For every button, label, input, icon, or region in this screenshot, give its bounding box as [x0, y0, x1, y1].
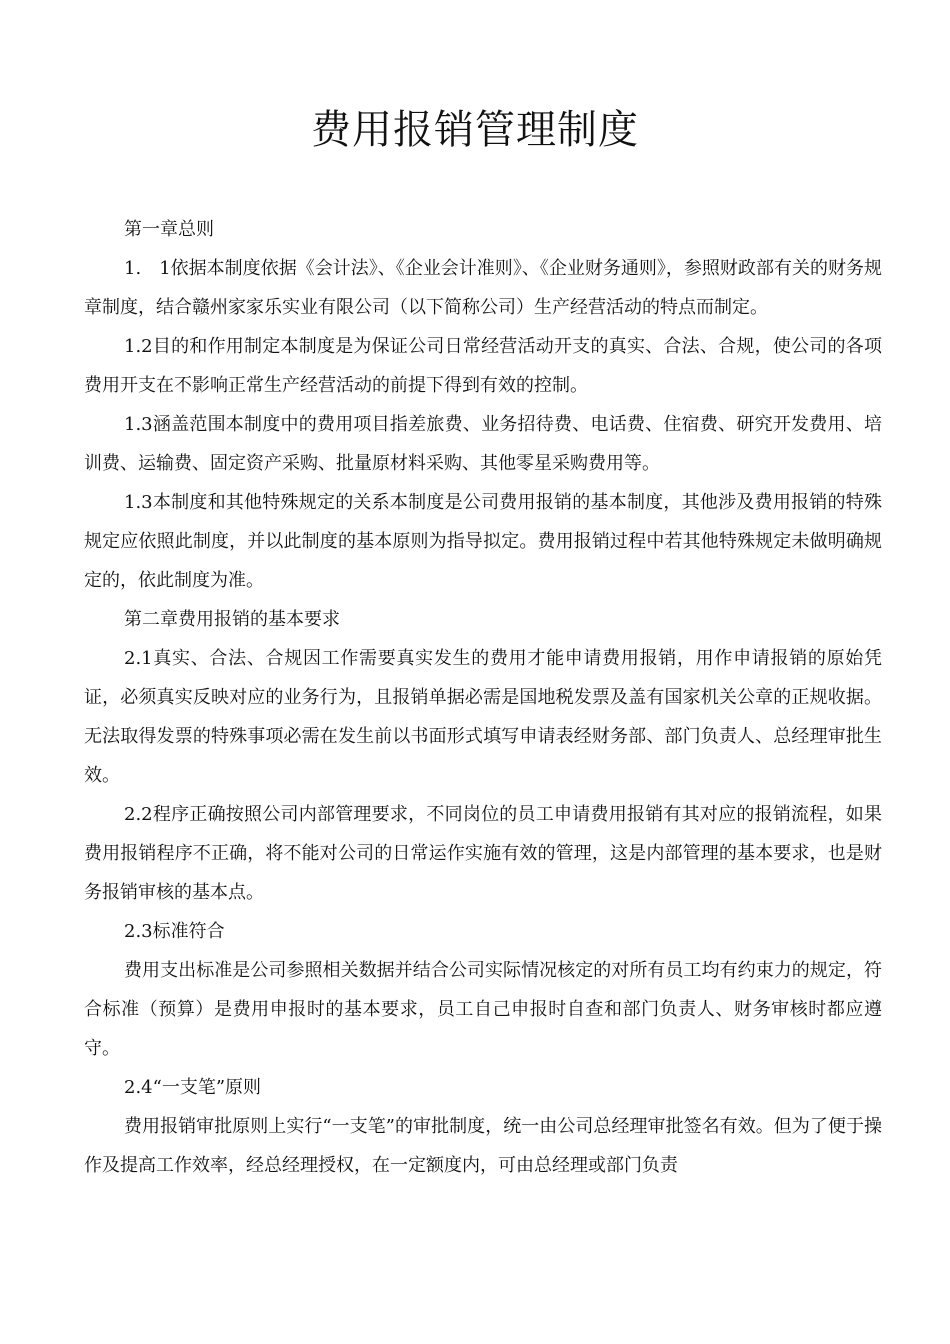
paragraph-1-2: 1.2目的和作用制定本制度是为保证公司日常经营活动开支的真实、合法、合规，使公司的各项费用开支在不影响正常生产经营活动的前提下得到有效的控制。: [84, 336, 882, 396]
chapter-1-heading: 第一章总则: [124, 219, 214, 240]
paragraph-2-4: 费用报销审批原则上实行“一支笔”的审批制度，统一由公司总经理审批签名有效。但为了便于操作及提高工作效率，经总经理授权，在一定额度内，可由总经理或部门负责: [84, 1116, 882, 1176]
paragraph-2-3: 费用支出标准是公司参照相关数据并结合公司实际情况核定的对所有员工均有约束力的规定，符合标准（预算）是费用申报时的基本要求，员工自己申报时自查和部门负责人、财务审核时都应遵守。: [84, 960, 882, 1059]
section-2-3-heading: 2.3标准符合: [124, 921, 225, 942]
paragraph-2-2: 2.2程序正确按照公司内部管理要求，不同岗位的员工申请费用报销有其对应的报销流程，如果费用报销程序不正确，将不能对公司的日常运作实施有效的管理，这是内部管理的基本要求，也是财务报销审核的基本点。: [84, 804, 882, 903]
paragraph-1-3-relation: 1.3本制度和其他特殊规定的关系本制度是公司费用报销的基本制度，其他涉及费用报销的特殊规定应依照此制度，并以此制度的基本原则为指导拟定。费用报销过程中若其他特殊规定未做明确规定的，依此制度为准。: [84, 492, 882, 591]
paragraph-1-1: 1. 1依据本制度依据《会计法》、《企业会计准则》、《企业财务通则》，参照财政部有关的财务规章制度，结合赣州家家乐实业有限公司（以下简称公司）生产经营活动的特点而制定。: [84, 258, 882, 318]
paragraph-2-1: 2.1真实、合法、合规因工作需要真实发生的费用才能申请费用报销，用作申请报销的原始凭证，必须真实反映对应的业务行为，且报销单据必需是国地税发票及盖有国家机关公章的正规收据。无法取得发票的特殊事项必需在发生前以书面形式填写申请表经财务部、部门负责人、总经理审批生效。: [84, 648, 882, 786]
chapter-2-heading: 第二章费用报销的基本要求: [124, 609, 340, 630]
paragraph-1-3-scope: 1.3涵盖范围本制度中的费用项目指差旅费、业务招待费、电话费、住宿费、研究开发费用、培训费、运输费、固定资产采购、批量原材料采购、其他零星采购费用等。: [84, 414, 882, 474]
document-title: 费用报销管理制度: [311, 107, 639, 153]
section-2-4-heading: 2.4“一支笔”原则: [124, 1077, 262, 1098]
document-body: [84, 210, 882, 1185]
